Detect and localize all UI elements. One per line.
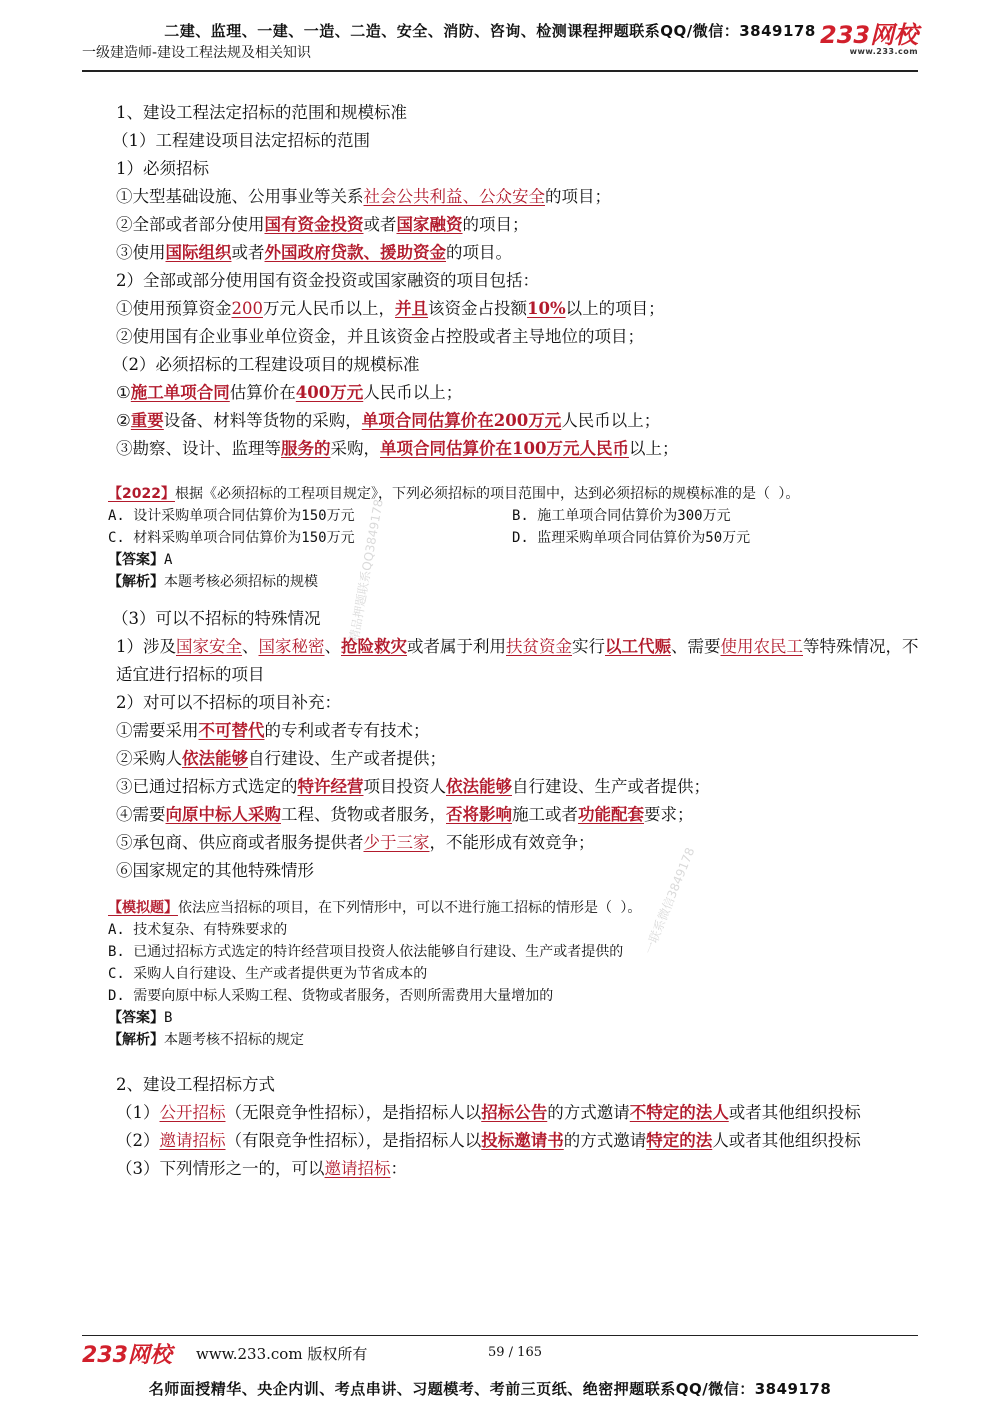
list-item: ②使用国有企业事业单位资金，并且该资金占控股或者主导地位的项目； bbox=[116, 327, 644, 346]
bottom-promo-banner: 名师面授精华、央企内训、考点串讲、习题模考、考前三页纸、绝密押题联系QQ/微信：3849178 bbox=[148, 1380, 832, 1398]
key-term: 抢险救灾 bbox=[341, 637, 407, 656]
key-term: 使用农民工 bbox=[720, 637, 803, 656]
question-stem: 【模拟题】依法应当招标的项目，在下列情形中，可以不进行施工招标的情形是（ ）。 bbox=[108, 900, 642, 916]
logo-text: 233网校 bbox=[820, 21, 919, 49]
question-tag: 【2022】 bbox=[108, 486, 175, 502]
key-term: 国家秘密 bbox=[258, 637, 325, 656]
answer: 【答案】A bbox=[108, 552, 173, 568]
option-a: A. 技术复杂、有特殊要求的 bbox=[108, 922, 288, 938]
list-item: ①施工单项合同估算价在400万元人民币以上； bbox=[116, 383, 463, 402]
key-term: 特许经营 bbox=[297, 777, 364, 796]
list-heading: 2）全部或部分使用国有资金投资或国家融资的项目包括： bbox=[116, 271, 539, 290]
question-block-2022 bbox=[78, 483, 926, 593]
key-term: 邀请招标 bbox=[324, 1159, 391, 1178]
key-term: 400万元 bbox=[295, 383, 364, 402]
option-b: B. 已通过招标方式选定的特许经营项目投资人依法能够自行建设、生产或者提供的 bbox=[108, 944, 624, 960]
answer: 【答案】B bbox=[108, 1010, 173, 1026]
analysis: 【解析】本题考核必须招标的规模 bbox=[108, 574, 318, 590]
options-row bbox=[78, 505, 926, 527]
key-term: 投标邀请书 bbox=[481, 1131, 564, 1150]
subsection-heading: （3）可以不招标的特殊情况 bbox=[112, 609, 321, 628]
list-item: ③使用国际组织或者外国政府贷款、援助资金的项目。 bbox=[116, 243, 512, 262]
question-stem: 【2022】根据《必须招标的工程项目规定》，下列必须招标的项目范围中，达到必须招标的规模标准的是（ ）。 bbox=[108, 486, 800, 502]
section-title: 1、建设工程法定招标的范围和规模标准 bbox=[116, 103, 407, 122]
list-heading: 2）对可以不招标的项目补充： bbox=[116, 693, 341, 712]
key-term: 并且 bbox=[395, 299, 428, 318]
list-item: ②采购人依法能够自行建设、生产或者提供； bbox=[116, 749, 446, 768]
footer-logo: 233网校 bbox=[82, 1343, 172, 1368]
list-item: ③已通过招标方式选定的特许经营项目投资人依法能够自行建设、生产或者提供； bbox=[116, 777, 710, 796]
key-term: 功能配套 bbox=[578, 805, 644, 824]
key-term: 施工单项合同 bbox=[130, 383, 230, 402]
site-logo bbox=[820, 22, 918, 56]
header-divider bbox=[82, 70, 918, 72]
key-term: 国有资金投资 bbox=[264, 215, 364, 234]
options-row bbox=[78, 527, 926, 549]
key-term: 社会公共利益、公众安全 bbox=[363, 187, 545, 206]
key-term: 单项合同估算价在100万元人民币 bbox=[380, 439, 629, 458]
key-term: 不可替代 bbox=[198, 721, 265, 740]
key-term: 少于三家 bbox=[363, 833, 430, 852]
key-term: 外国政府贷款、援助资金 bbox=[264, 243, 446, 262]
list-item: ⑥国家规定的其他特殊情形 bbox=[116, 861, 314, 880]
analysis: 【解析】本题考核不招标的规定 bbox=[108, 1032, 304, 1048]
footer-divider bbox=[82, 1335, 918, 1336]
key-term: 国家安全 bbox=[176, 637, 242, 656]
question-tag: 【模拟题】 bbox=[108, 900, 178, 916]
key-term: 服务的 bbox=[281, 439, 331, 458]
key-term: 否将影响 bbox=[446, 805, 512, 824]
option-c: C. 材料采购单项合同估算价为150万元 bbox=[108, 530, 355, 546]
watermark-2: 一联系微信3849178 bbox=[641, 845, 698, 956]
option-d: D. 监理采购单项合同估算价为50万元 bbox=[512, 530, 751, 546]
option-b: B. 施工单项合同估算价为300万元 bbox=[512, 508, 731, 524]
document-subtitle: 一级建造师-建设工程法规及相关知识 bbox=[82, 45, 312, 61]
key-term: 招标公告 bbox=[481, 1103, 548, 1122]
list-item: ⑤承包商、供应商或者服务提供者少于三家，不能形成有效竞争； bbox=[116, 833, 595, 852]
list-heading: 1）必须招标 bbox=[116, 159, 209, 178]
key-term: 以工代赈 bbox=[605, 637, 671, 656]
list-item: ①大型基础设施、公用事业等关系社会公共利益、公众安全的项目； bbox=[116, 187, 611, 206]
key-term: 单项合同估算价在200万元 bbox=[361, 411, 562, 430]
list-item: ④需要向原中标人采购工程、货物或者服务，否将影响施工或者功能配套要求； bbox=[116, 805, 694, 824]
list-item: ①需要采用不可替代的专利或者专有技术； bbox=[116, 721, 430, 740]
subsection-heading: （2）必须招标的工程建设项目的规模标准 bbox=[112, 355, 420, 374]
key-term: 10% bbox=[527, 299, 566, 318]
copyright-text: www.233.com 版权所有 bbox=[196, 1345, 368, 1363]
list-item: ②全部或者部分使用国有资金投资或者国家融资的项目； bbox=[116, 215, 529, 234]
key-term: 公开招标 bbox=[159, 1103, 226, 1122]
key-term: 国际组织 bbox=[165, 243, 232, 262]
option-a: A. 设计采购单项合同估算价为150万元 bbox=[108, 508, 355, 524]
question-block-mock bbox=[78, 897, 926, 1051]
key-term: 200 bbox=[231, 299, 263, 318]
key-term: 依法能够 bbox=[446, 777, 512, 796]
paragraph: （1）公开招标（无限竞争性招标），是指招标人以招标公告的方式邀请不特定的法人或者其他组织投标 bbox=[116, 1103, 861, 1122]
top-promo-banner: 二建、监理、一建、一造、二造、安全、消防、咨询、检测课程押题联系QQ/微信：3849178 bbox=[164, 22, 816, 40]
key-term: 国家融资 bbox=[396, 215, 463, 234]
list-item: 1）涉及国家安全、国家秘密、抢险救灾或者属于利用扶贫资金实行以工代赈、需要使用农民工等特殊情况，不适宜进行招标的项目 bbox=[116, 637, 919, 684]
option-d: D. 需要向原中标人采购工程、货物或者服务，否则所需费用大量增加的 bbox=[108, 988, 554, 1004]
paragraph: （3）下列情形之一的，可以邀请招标： bbox=[116, 1159, 407, 1178]
list-item: ③勘察、设计、监理等服务的采购，单项合同估算价在100万元人民币以上； bbox=[116, 439, 679, 458]
key-term: 依法能够 bbox=[182, 749, 248, 768]
key-term: 扶贫资金 bbox=[506, 637, 572, 656]
key-term: 不特定的法人 bbox=[629, 1103, 729, 1122]
page-number: 59 / 165 bbox=[488, 1345, 542, 1360]
list-item: ②重要设备、材料等货物的采购，单项合同估算价在200万元人民币以上； bbox=[116, 411, 661, 430]
key-term: 重要 bbox=[130, 411, 164, 430]
key-term: 邀请招标 bbox=[159, 1131, 226, 1150]
option-c: C. 采购人自行建设、生产或者提供更为节省成本的 bbox=[108, 966, 428, 982]
logo-url: www.233.com bbox=[849, 47, 919, 56]
key-term: 特定的法 bbox=[646, 1131, 713, 1150]
list-item: ①使用预算资金200万元人民币以上，并且该资金占投额10%以上的项目； bbox=[116, 299, 665, 318]
page-content bbox=[78, 99, 926, 1183]
paragraph: （2）邀请招标（有限竞争性招标），是指招标人以投标邀请书的方式邀请特定的法人或者其他组织投标 bbox=[116, 1131, 861, 1150]
watermark-1: 精品押题联系QQ3849178 bbox=[346, 498, 386, 643]
key-term: 向原中标人采购 bbox=[165, 805, 281, 824]
section-title: 2、建设工程招标方式 bbox=[116, 1075, 275, 1094]
subsection-heading: （1）工程建设项目法定招标的范围 bbox=[112, 131, 370, 150]
